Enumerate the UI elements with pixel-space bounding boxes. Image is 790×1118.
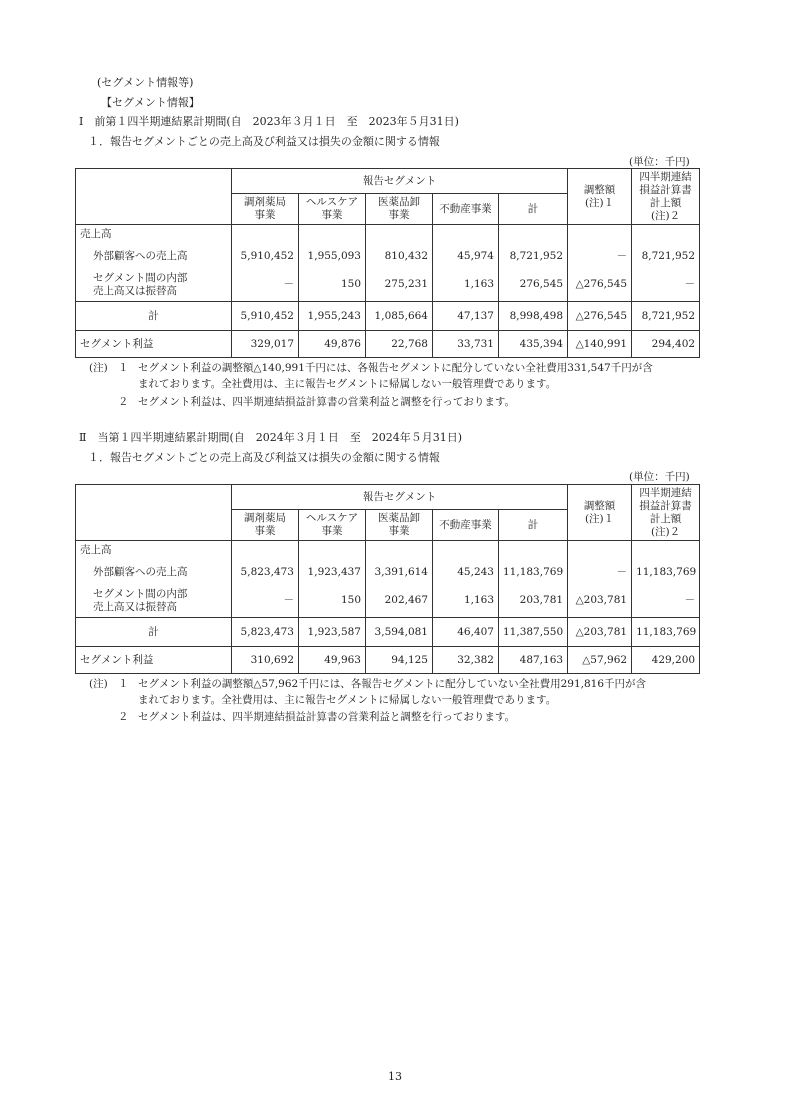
period2-segment-table bbox=[75, 484, 700, 674]
row-label-external-sales: 外部顧客への売上高 bbox=[76, 245, 232, 269]
table-cell: 150 bbox=[299, 585, 366, 618]
table-cell: － bbox=[632, 585, 700, 618]
table-cell: 1,085,664 bbox=[366, 302, 433, 331]
adjustment-header bbox=[568, 169, 632, 225]
table-cell: 11,183,769 bbox=[499, 561, 568, 585]
adj-header-line1: 調整額 bbox=[583, 499, 616, 512]
table-cell: 49,963 bbox=[299, 647, 366, 674]
table-cell: 1,163 bbox=[433, 269, 499, 302]
subsection-heading: 【セグメント情報】 bbox=[101, 96, 200, 109]
table-cell: △276,545 bbox=[568, 302, 632, 331]
table-cell: 22,768 bbox=[366, 331, 433, 358]
table-cell: 150 bbox=[299, 269, 366, 302]
cons-header-line4: (注)２ bbox=[650, 209, 681, 222]
table-cell: － bbox=[232, 269, 299, 302]
col-header-subtotal: 計 bbox=[499, 194, 568, 225]
reportable-segments-header: 報告セグメント bbox=[232, 485, 568, 510]
col-header-real-estate: 不動産事業 bbox=[433, 194, 499, 225]
table-cell: 202,467 bbox=[366, 585, 433, 618]
page-number: 13 bbox=[388, 1070, 402, 1083]
table-cell: 310,692 bbox=[232, 647, 299, 674]
table-cell: 275,231 bbox=[366, 269, 433, 302]
table-cell: 329,017 bbox=[232, 331, 299, 358]
table-cell: － bbox=[632, 269, 700, 302]
reportable-segments-header: 報告セグメント bbox=[232, 169, 568, 194]
cons-header-line2: 損益計算書 bbox=[639, 183, 692, 196]
table-cell: 8,998,498 bbox=[499, 302, 568, 331]
table-cell: － bbox=[568, 561, 632, 585]
row-label-total: 計 bbox=[76, 302, 232, 331]
table-cell: 46,407 bbox=[433, 618, 499, 647]
table-cell: 294,402 bbox=[632, 331, 700, 358]
table-cell: 1,955,093 bbox=[299, 245, 366, 269]
table-cell: 45,243 bbox=[433, 561, 499, 585]
cons-header-line1: 四半期連結 bbox=[639, 486, 692, 499]
row-label-external-sales: 外部顧客への売上高 bbox=[76, 561, 232, 585]
row-label-sales: 売上高 bbox=[76, 225, 232, 245]
table-cell: 3,391,614 bbox=[366, 561, 433, 585]
table-cell: 810,432 bbox=[366, 245, 433, 269]
period1-note-prefix: (注) bbox=[89, 362, 108, 374]
period2-note1-line1: セグメント利益の調整額△57,962千円には、各報告セグメントに配分していない全社費用291,816千円が含 bbox=[138, 678, 647, 690]
adj-header-line2: (注)１ bbox=[584, 512, 615, 525]
period1-note1-number: １ bbox=[118, 362, 129, 374]
row-label-intersegment-sales: セグメント間の内部 売上高又は振替高 bbox=[76, 585, 232, 618]
table-cell: － bbox=[568, 245, 632, 269]
table-cell: 8,721,952 bbox=[632, 302, 700, 331]
adj-header-line1: 調整額 bbox=[583, 183, 616, 196]
table-cell: 1,923,587 bbox=[299, 618, 366, 647]
table-cell: 5,910,452 bbox=[232, 245, 299, 269]
period2-note1-line2: まれております。全社費用は、主に報告セグメントに帰属しない一般管理費であります。 bbox=[138, 694, 557, 706]
table-cell: 487,163 bbox=[499, 647, 568, 674]
row-label-total: 計 bbox=[76, 618, 232, 647]
table-corner bbox=[76, 169, 232, 225]
col-header-healthcare: ヘルスケア 事業 bbox=[299, 510, 366, 541]
period2-unit: (単位：千円) bbox=[629, 471, 690, 483]
period2-note2-line1: セグメント利益は、四半期連結損益計算書の営業利益と調整を行っております。 bbox=[138, 711, 516, 723]
col-header-pharma-wholesale: 医薬品卸 事業 bbox=[366, 194, 433, 225]
table-cell: 1,163 bbox=[433, 585, 499, 618]
cons-header-line4: (注)２ bbox=[650, 525, 681, 538]
cons-header-line1: 四半期連結 bbox=[639, 170, 692, 183]
table-cell: 11,387,550 bbox=[499, 618, 568, 647]
table-cell: 5,823,473 bbox=[232, 561, 299, 585]
table-cell: － bbox=[232, 585, 299, 618]
table-cell: 276,545 bbox=[499, 269, 568, 302]
col-header-dispensing-pharmacy: 調剤薬局 事業 bbox=[232, 194, 299, 225]
table-cell: 49,876 bbox=[299, 331, 366, 358]
consolidated-header bbox=[632, 485, 700, 541]
period1-note2-line1: セグメント利益は、四半期連結損益計算書の営業利益と調整を行っております。 bbox=[138, 396, 516, 408]
table-corner bbox=[76, 485, 232, 541]
adj-header-line2: (注)１ bbox=[584, 196, 615, 209]
table-cell: △276,545 bbox=[568, 269, 632, 302]
col-header-real-estate: 不動産事業 bbox=[433, 510, 499, 541]
row-label-intersegment-sales: セグメント間の内部 売上高又は振替高 bbox=[76, 269, 232, 302]
cons-header-line2: 損益計算書 bbox=[639, 499, 692, 512]
table-cell: 8,721,952 bbox=[632, 245, 700, 269]
col-header-pharma-wholesale: 医薬品卸 事業 bbox=[366, 510, 433, 541]
period2-note-prefix: (注) bbox=[89, 678, 108, 690]
row-label-segment-profit: セグメント利益 bbox=[76, 331, 232, 358]
consolidated-header bbox=[632, 169, 700, 225]
row-label-sales: 売上高 bbox=[76, 541, 232, 561]
period1-note1-line1: セグメント利益の調整額△140,991千円には、各報告セグメントに配分していない全社費用331,547千円が含 bbox=[138, 362, 653, 374]
col-header-healthcare: ヘルスケア 事業 bbox=[299, 194, 366, 225]
table-cell: 1,923,437 bbox=[299, 561, 366, 585]
cons-header-line3: 計上額 bbox=[649, 196, 682, 209]
table-cell: 33,731 bbox=[433, 331, 499, 358]
table-cell: △140,991 bbox=[568, 331, 632, 358]
period2-note2-number: ２ bbox=[118, 711, 129, 723]
cons-header-line3: 計上額 bbox=[649, 512, 682, 525]
period1-segment-table bbox=[75, 168, 700, 358]
table-cell: 1,955,243 bbox=[299, 302, 366, 331]
table-cell: 203,781 bbox=[499, 585, 568, 618]
table-cell: 435,394 bbox=[499, 331, 568, 358]
table-cell: 11,183,769 bbox=[632, 561, 700, 585]
table-cell: △203,781 bbox=[568, 585, 632, 618]
table-cell: 94,125 bbox=[366, 647, 433, 674]
period2-title: Ⅱ 当第１四半期連結累計期間(自 2024年３月１日 至 2024年５月31日) bbox=[79, 431, 463, 444]
adjustment-header bbox=[568, 485, 632, 541]
period1-title: Ⅰ 前第１四半期連結累計期間(自 2023年３月１日 至 2023年５月31日) bbox=[79, 115, 459, 128]
table-cell: 5,910,452 bbox=[232, 302, 299, 331]
period2-note1-number: １ bbox=[118, 678, 129, 690]
table-cell: 429,200 bbox=[632, 647, 700, 674]
section-heading: (セグメント情報等) bbox=[97, 76, 194, 89]
col-header-dispensing-pharmacy: 調剤薬局 事業 bbox=[232, 510, 299, 541]
period2-subtitle: １．報告セグメントごとの売上高及び利益又は損失の金額に関する情報 bbox=[88, 451, 440, 464]
table-cell: 47,137 bbox=[433, 302, 499, 331]
row-label-segment-profit: セグメント利益 bbox=[76, 647, 232, 674]
table-cell: △203,781 bbox=[568, 618, 632, 647]
period1-note1-line2: まれております。全社費用は、主に報告セグメントに帰属しない一般管理費であります。 bbox=[138, 378, 557, 390]
table-cell: △57,962 bbox=[568, 647, 632, 674]
table-cell: 5,823,473 bbox=[232, 618, 299, 647]
table-cell: 8,721,952 bbox=[499, 245, 568, 269]
table-cell: 11,183,769 bbox=[632, 618, 700, 647]
period1-note2-number: ２ bbox=[118, 396, 129, 408]
table-cell: 3,594,081 bbox=[366, 618, 433, 647]
table-cell: 32,382 bbox=[433, 647, 499, 674]
table-cell: 45,974 bbox=[433, 245, 499, 269]
period1-subtitle: １．報告セグメントごとの売上高及び利益又は損失の金額に関する情報 bbox=[88, 135, 440, 148]
col-header-subtotal: 計 bbox=[499, 510, 568, 541]
period1-unit: (単位：千円) bbox=[629, 156, 690, 168]
